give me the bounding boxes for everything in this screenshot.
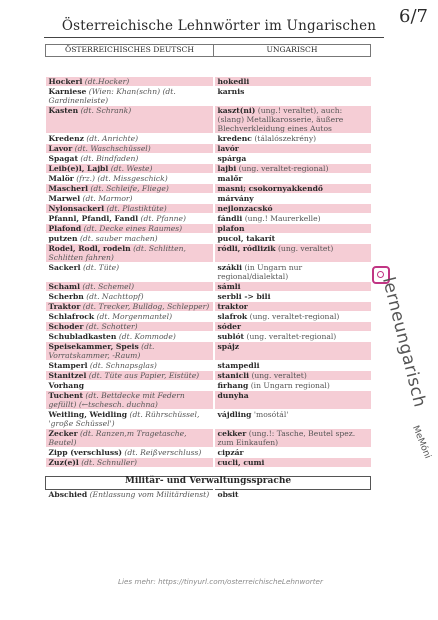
- hungarian-note: (ung. veraltet-regional): [249, 312, 340, 321]
- hungarian-term-cell: [214, 361, 371, 371]
- hungarian-note: (ung. veraltet): [277, 244, 334, 253]
- austrian-term-cell: [46, 144, 214, 154]
- german-note: (Entlassung vom Militärdienst): [89, 490, 210, 499]
- austrian-term-cell: [46, 490, 214, 500]
- table-row: [46, 214, 371, 224]
- hungarian-term-cell: [214, 448, 371, 458]
- austrian-term: Abschied: [48, 490, 88, 499]
- german-note: (dt. Trecker, Bulldog, Schlepper): [82, 302, 210, 311]
- austrian-term-cell: [46, 322, 214, 332]
- german-note: (dt. Schnuller): [81, 458, 137, 467]
- german-note: (dt. Decke eines Raumes): [83, 224, 183, 233]
- austrian-term: Scherbn: [48, 292, 84, 301]
- table-row: [46, 184, 371, 194]
- hungarian-term: sublót: [217, 332, 245, 341]
- austrian-term-cell: [46, 184, 214, 194]
- austrian-term-cell: [46, 292, 214, 302]
- hungarian-term: spárga: [217, 154, 247, 163]
- austrian-term-cell: [46, 194, 214, 204]
- german-note: (dt. Schrank): [80, 106, 132, 115]
- hungarian-term-cell: [214, 458, 371, 468]
- hungarian-term: slafrok: [217, 312, 248, 321]
- table-row: [46, 154, 371, 164]
- austrian-term-cell: [46, 302, 214, 312]
- austrian-term: Marwel: [48, 194, 81, 203]
- hungarian-term: vájdling: [217, 410, 252, 419]
- hungarian-term-cell: [214, 174, 371, 184]
- hungarian-term: pucol, takarít: [217, 234, 276, 243]
- hungarian-term: kaszt(ni): [217, 106, 256, 115]
- header-austrian-german: ÖSTERREICHISCHES DEUTSCH: [46, 45, 214, 57]
- austrian-term: Zipp (verschluss): [48, 448, 122, 457]
- table-row: [46, 381, 371, 391]
- hungarian-term-cell: [214, 302, 371, 312]
- section-title: Militär- und Verwaltungssprache: [46, 477, 371, 490]
- table-row: [46, 164, 371, 174]
- german-note: (frz.) (dt. Missgeschick): [76, 174, 168, 183]
- german-note: (dt. Tüte aus Papier, Eistüte): [88, 371, 200, 380]
- table-row: [46, 322, 371, 332]
- austrian-term: Schlafrock: [48, 312, 95, 321]
- hungarian-term: serbli -> bili: [217, 292, 271, 301]
- german-note: (dt. Nachttopf): [86, 292, 144, 301]
- table-row: [46, 429, 371, 448]
- hungarian-term: nejlonzacskó: [217, 204, 273, 213]
- austrian-term: Tuchent: [48, 391, 83, 400]
- austrian-term-cell: [46, 174, 214, 184]
- table-row: [46, 361, 371, 371]
- table-row: [46, 244, 371, 263]
- austrian-term-cell: [46, 391, 214, 410]
- hungarian-term: cipzár: [217, 448, 244, 457]
- austrian-term: Spagat: [48, 154, 78, 163]
- watermark: [348, 275, 438, 500]
- austrian-term: Stanitzel: [48, 371, 87, 380]
- german-note: (dt. Schotter): [85, 322, 138, 331]
- table-row: [46, 194, 371, 204]
- hungarian-term: sóder: [217, 322, 241, 331]
- hungarian-term: lajbi: [217, 164, 237, 173]
- page-title: Österreichische Lehnwörter im Ungarischen: [61, 18, 377, 34]
- austrian-term-cell: [46, 164, 214, 174]
- table-row: [46, 312, 371, 322]
- austrian-term-cell: [46, 312, 214, 322]
- hungarian-term-cell: [214, 154, 371, 164]
- table-row: [46, 224, 371, 234]
- table-row: [46, 204, 371, 214]
- german-note: (dt. Bindfaden): [80, 154, 139, 163]
- austrian-term: Sackerl: [48, 263, 81, 272]
- german-note: (dt. Vorratskammer, -Raum): [48, 342, 155, 360]
- hungarian-term: spájz: [217, 342, 240, 351]
- german-note: (dt. Reißverschluss): [124, 448, 202, 457]
- austrian-term: Malör: [48, 174, 74, 183]
- hungarian-term: szákli: [217, 263, 243, 272]
- hungarian-note: (in Ungarn nur regional/dialektal): [217, 263, 303, 281]
- hungarian-term: kredenc: [217, 134, 252, 143]
- austrian-term: Mascherl: [48, 184, 88, 193]
- german-note: (dt. Anrichte): [86, 134, 139, 143]
- table-row: [46, 144, 371, 154]
- hungarian-term-cell: [214, 490, 371, 500]
- table-row: [46, 458, 371, 468]
- hungarian-term: márvány: [217, 194, 254, 203]
- austrian-term-cell: [46, 154, 214, 164]
- hungarian-term-cell: [214, 87, 371, 106]
- austrian-term-cell: [46, 77, 214, 87]
- table-row: [46, 302, 371, 312]
- austrian-term: Karniese: [48, 87, 87, 96]
- austrian-term-cell: [46, 244, 214, 263]
- german-note: (Wien: Khan(schn) (dt. Gardinenleiste): [48, 87, 176, 105]
- austrian-term: Vorhang: [48, 381, 85, 390]
- hungarian-term: cucli, cumi: [217, 458, 265, 467]
- hungarian-term-cell: [214, 312, 371, 322]
- table-row: [46, 106, 371, 134]
- table-row: [46, 174, 371, 184]
- austrian-term: Plafond: [48, 224, 82, 233]
- hungarian-term-cell: [214, 214, 371, 224]
- hungarian-term: fándli: [217, 214, 243, 223]
- hungarian-term-cell: [214, 204, 371, 214]
- austrian-term: Schaml: [48, 282, 80, 291]
- austrian-term: Kredenz: [48, 134, 84, 143]
- austrian-term: Schubladkasten: [48, 332, 117, 341]
- german-note: (dt. Ranzen,m Tragetasche, Beutel): [48, 429, 187, 447]
- austrian-term-cell: [46, 282, 214, 292]
- austrian-term-cell: [46, 234, 214, 244]
- german-note: (dt. Weste): [110, 164, 153, 173]
- austrian-term: Traktor: [48, 302, 81, 311]
- title-divider: [44, 37, 384, 38]
- austrian-term-cell: [46, 371, 214, 381]
- german-note: (dt. Tüte): [82, 263, 120, 272]
- hungarian-note: (ung.! Maurerkelle): [244, 214, 321, 223]
- german-note: (dt. Schemel): [82, 282, 135, 291]
- austrian-term: putzen: [48, 234, 78, 243]
- hungarian-note: (in Ungarn regional): [250, 381, 330, 390]
- hungarian-term: stanicli: [217, 371, 250, 380]
- header-hungarian: UNGARISCH: [214, 45, 371, 57]
- austrian-term-cell: [46, 342, 214, 361]
- hungarian-term: plafon: [217, 224, 245, 233]
- hungarian-term-cell: [214, 244, 371, 263]
- hungarian-term-cell: [214, 184, 371, 194]
- german-note: (dt. Rührschüssel, 'große Schüssel'): [48, 410, 200, 428]
- table-row: [46, 332, 371, 342]
- german-note: (dt. Morgenmantel): [96, 312, 173, 321]
- hungarian-term-cell: [214, 322, 371, 332]
- hungarian-term-cell: [214, 224, 371, 234]
- hungarian-term-cell: [214, 234, 371, 244]
- hungarian-term: sámli: [217, 282, 241, 291]
- austrian-term-cell: [46, 134, 214, 144]
- hungarian-term: ródli, ródlizik: [217, 244, 276, 253]
- table-row: [46, 410, 371, 429]
- austrian-term-cell: [46, 361, 214, 371]
- hungarian-term: lavór: [217, 144, 239, 153]
- german-note: (dt. Schnapsglas): [89, 361, 157, 370]
- hungarian-term-cell: [214, 144, 371, 154]
- hungarian-term-cell: [214, 410, 371, 429]
- austrian-term-cell: [46, 448, 214, 458]
- hungarian-term-cell: [214, 381, 371, 391]
- hungarian-term-cell: [214, 332, 371, 342]
- hungarian-term-cell: [214, 106, 371, 134]
- hungarian-term-cell: [214, 371, 371, 381]
- hungarian-note: (ung. veraltet-regional): [238, 164, 329, 173]
- watermark-handle: lerneungarisch: [378, 275, 430, 410]
- table-row: [46, 234, 371, 244]
- hungarian-term: traktor: [217, 302, 248, 311]
- austrian-term-cell: [46, 87, 214, 106]
- hungarian-term: obsit: [217, 490, 239, 499]
- table-row: [46, 448, 371, 458]
- hungarian-term-cell: [214, 164, 371, 174]
- austrian-term: Lavor: [48, 144, 73, 153]
- austrian-term-cell: [46, 429, 214, 448]
- austrian-term: Zuz(e)l: [48, 458, 79, 467]
- german-note: (dt. Schlitten, Schlitten fahren): [48, 244, 186, 262]
- table-row: [46, 87, 371, 106]
- hungarian-note: (tálalószekrény): [254, 134, 317, 143]
- german-note: (dt. Pfanne): [140, 214, 186, 223]
- austrian-term: Kasten: [48, 106, 79, 115]
- hungarian-term: dunyha: [217, 391, 249, 400]
- vocabulary-table: [45, 44, 371, 500]
- german-note: (dt. Kommode): [118, 332, 176, 341]
- german-note: (dt. sauber machen): [79, 234, 158, 243]
- austrian-term: Rodel, Rodl, rodeln: [48, 244, 131, 253]
- hungarian-term: cekker: [217, 429, 247, 438]
- hungarian-term: karnis: [217, 87, 245, 96]
- austrian-term-cell: [46, 204, 214, 214]
- table-row: [46, 263, 371, 282]
- austrian-term-cell: [46, 214, 214, 224]
- austrian-term: Leib(e)l, Lajbl: [48, 164, 109, 173]
- hungarian-term-cell: [214, 77, 371, 87]
- austrian-term: Nylonsackerl: [48, 204, 105, 213]
- vocabulary-rows: [46, 57, 371, 468]
- table-row: [46, 371, 371, 381]
- german-note: (dt. Waschschüssel): [74, 144, 151, 153]
- austrian-term-cell: [46, 263, 214, 282]
- hungarian-note: 'mosótál': [253, 410, 289, 419]
- section-military: [46, 468, 371, 500]
- austrian-term: Speisekammer, Speis: [48, 342, 139, 351]
- hungarian-note: (ung.! veraltet), auch: (slang) Metallkarosserie, äußere Blechverkleidung eines Autos: [217, 106, 344, 133]
- hungarian-term: hokedli: [217, 77, 250, 86]
- hungarian-term-cell: [214, 292, 371, 302]
- austrian-term: Zecker: [48, 429, 78, 438]
- austrian-term: Hockerl: [48, 77, 83, 86]
- hungarian-term-cell: [214, 429, 371, 448]
- table-row: [46, 282, 371, 292]
- german-note: (dt.Hocker): [84, 77, 130, 86]
- austrian-term: Schoder: [48, 322, 84, 331]
- german-note: (dt. Bettdecke mit Federn gefüllt) (←tschesch. duchna): [48, 391, 185, 409]
- watermark-brand: MeMóni: [410, 424, 433, 461]
- hungarian-note: (ung. veraltet-regional): [246, 332, 337, 341]
- hungarian-term-cell: [214, 391, 371, 410]
- austrian-term-cell: [46, 224, 214, 234]
- hungarian-term-cell: [214, 263, 371, 282]
- german-note: (dt. Marmor): [82, 194, 133, 203]
- austrian-term: Stamperl: [48, 361, 88, 370]
- austrian-term: Weitling, Weidling: [48, 410, 128, 419]
- table-row: [46, 391, 371, 410]
- austrian-term-cell: [46, 410, 214, 429]
- hungarian-term-cell: [214, 342, 371, 361]
- hungarian-note: (ung.!: Tasche, Beutel spez. zum Einkaufen): [217, 429, 356, 447]
- table-row: [46, 292, 371, 302]
- hungarian-term-cell: [214, 194, 371, 204]
- hungarian-term-cell: [214, 134, 371, 144]
- hungarian-term: masni; csokornyakkendő: [217, 184, 323, 193]
- austrian-term-cell: [46, 106, 214, 134]
- austrian-term-cell: [46, 381, 214, 391]
- hungarian-note: (ung. veraltet): [251, 371, 307, 380]
- table-row: [46, 77, 371, 87]
- table-row: [46, 490, 371, 500]
- german-note: (dt. Schleife, Fliege): [90, 184, 169, 193]
- austrian-term-cell: [46, 458, 214, 468]
- footer-link[interactable]: Lies mehr: https://tinyurl.com/osterreichischeLehnworter: [118, 577, 323, 586]
- table-row: [46, 342, 371, 361]
- hungarian-term: malőr: [217, 174, 243, 183]
- austrian-term: Pfannl, Pfandl, Fandl: [48, 214, 139, 223]
- german-note: (dt. Plastiktüte): [106, 204, 167, 213]
- page-number: 6/7: [399, 6, 428, 27]
- hungarian-term: stampedli: [217, 361, 260, 370]
- hungarian-term: firhang: [217, 381, 249, 390]
- austrian-term-cell: [46, 332, 214, 342]
- table-row: [46, 134, 371, 144]
- hungarian-term-cell: [214, 282, 371, 292]
